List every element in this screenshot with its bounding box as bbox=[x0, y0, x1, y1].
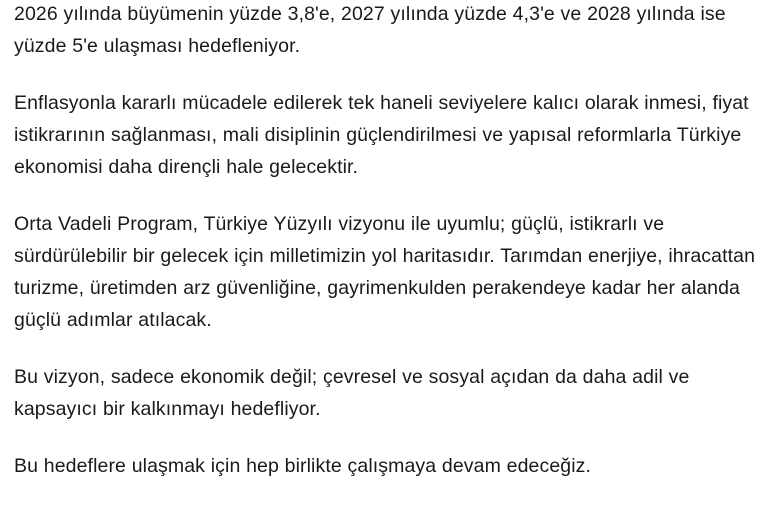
paragraph-3: Orta Vadeli Program, Türkiye Yüzyılı vizyonu ile uyumlu; güçlü, istikrarlı ve sürdürülebilir bir gelecek için milletimizin yol haritasıdır. Tarımdan enerjiye, ihracattan turizme, üretimden arz güvenliğine, gayrimenkulden perakendeye kadar her alanda güçlü adımlar atılacak. bbox=[14, 213, 756, 331]
paragraph-5-partial: Bu hedeflere ulaşmak için hep birlikte çalışmaya devam edeceğiz. bbox=[14, 455, 592, 477]
paragraph-4: Bu vizyon, sadece ekonomik değil; çevresel ve sosyal açıdan da daha adil ve kapsayıcı bir kalkınmayı hedefliyor. bbox=[14, 366, 690, 420]
paragraph-2: Enflasyonla kararlı mücadele edilerek tek haneli seviyelere kalıcı olarak inmesi, fiyat istikrarının sağlanması, mali disiplinin güçlendirilmesi ve yapısal reformlarla Türkiye ekonomisi daha dirençli hale gelecektir. bbox=[14, 92, 749, 178]
paragraph-1: 2026 yılında büyümenin yüzde 3,8'e, 2027 yılında yüzde 4,3'e ve 2028 yılında ise yüzde 5'e ulaşması hedefleniyor. bbox=[14, 3, 726, 57]
